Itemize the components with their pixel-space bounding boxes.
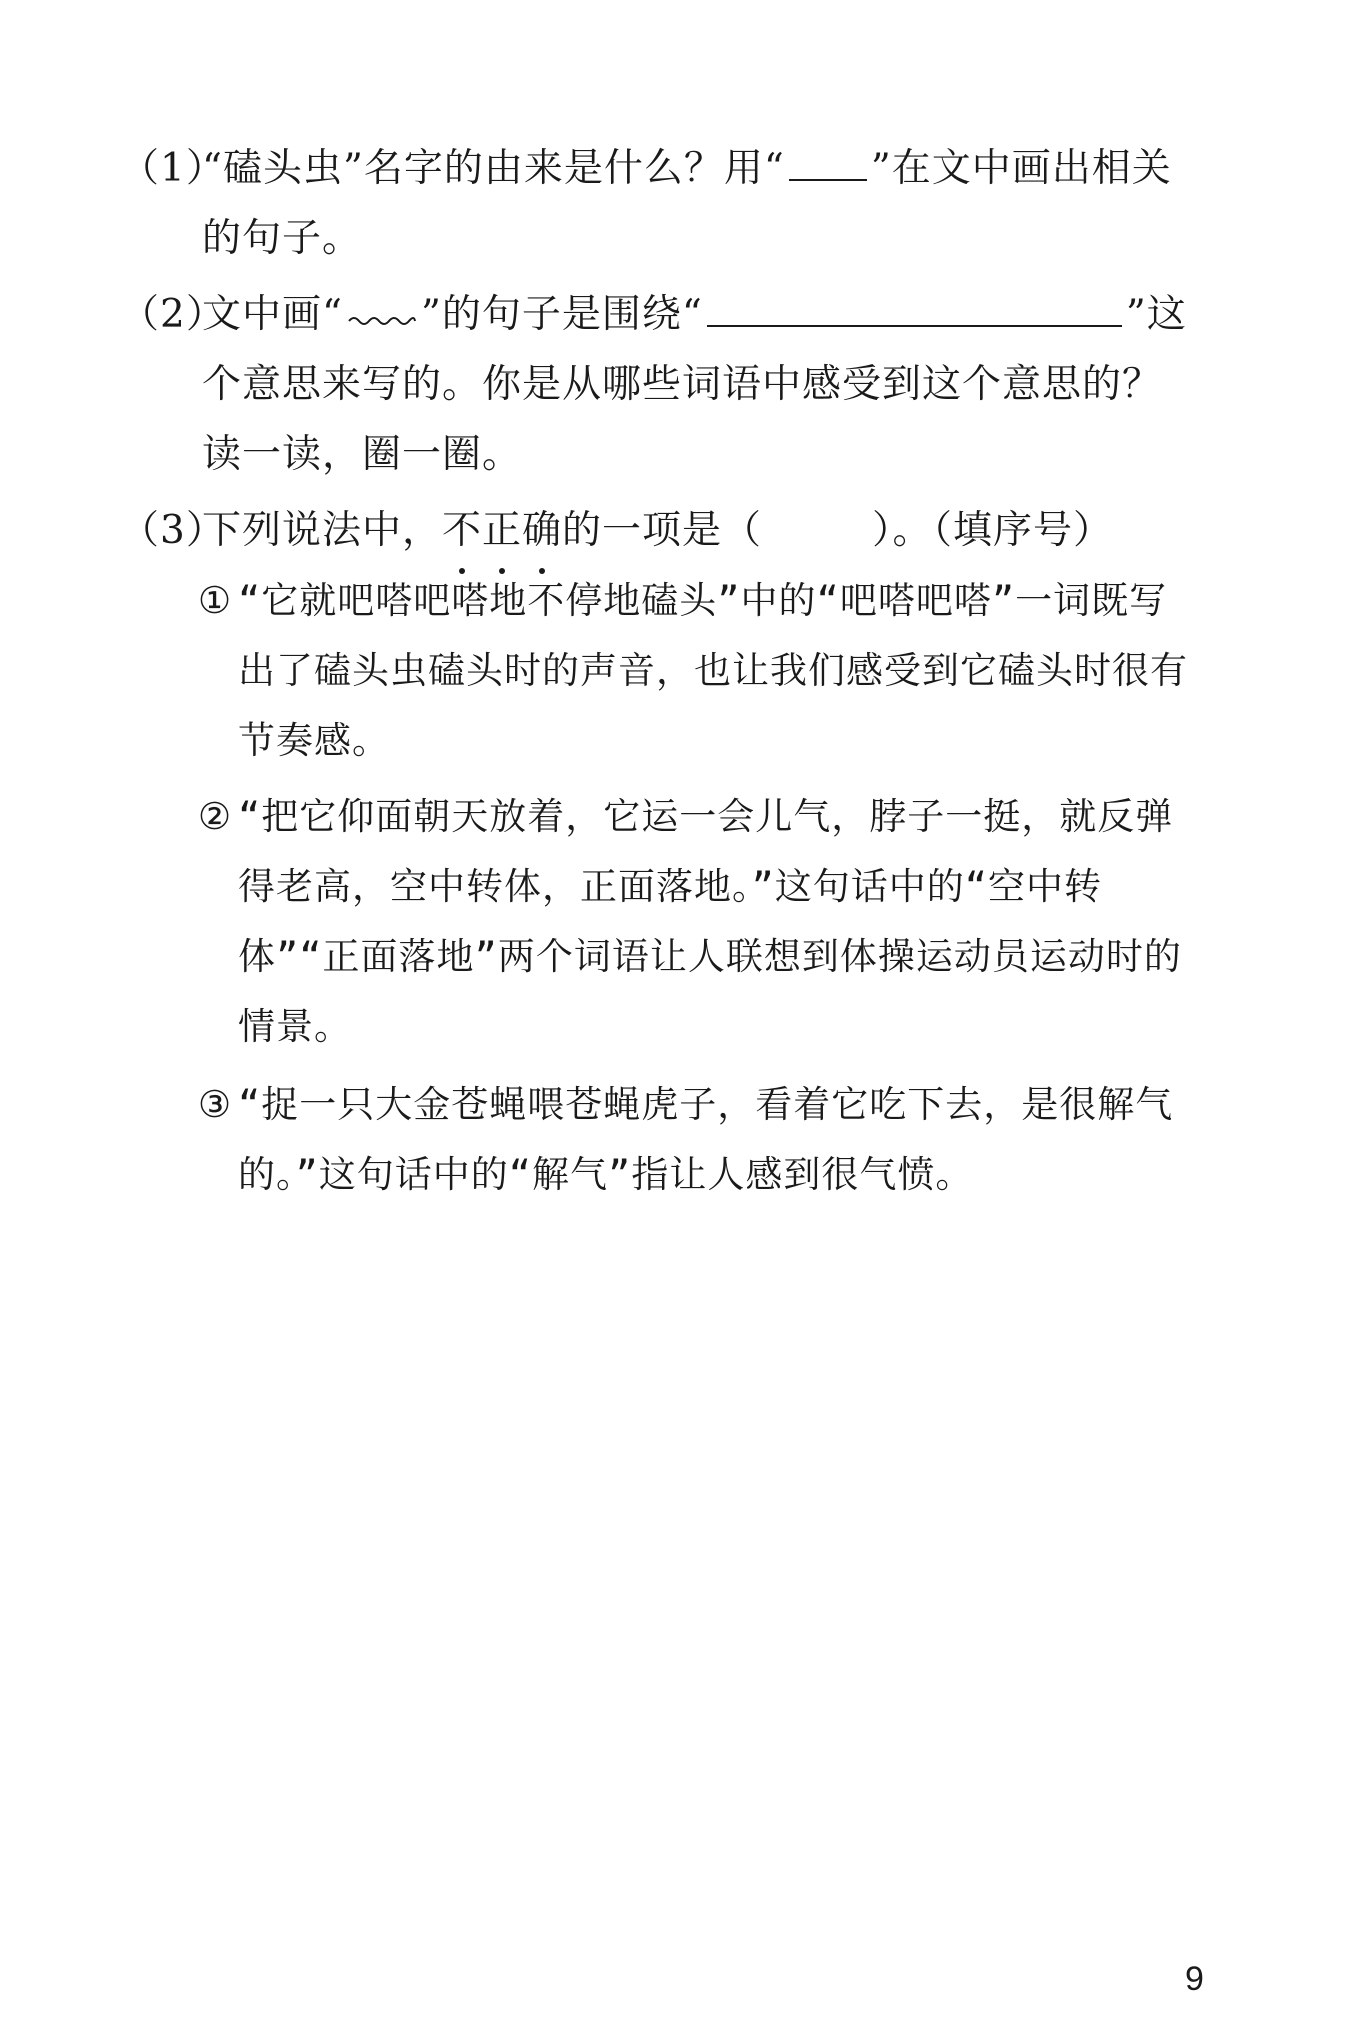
question-1 xyxy=(120,134,1190,274)
question-3-body xyxy=(202,496,1190,566)
question-2-text-a: 文中画“ xyxy=(202,292,343,337)
option-3-marker: ③ xyxy=(198,1083,233,1126)
question-1-text-a: “磕头虫”名字的由来是什么？用“ xyxy=(202,146,785,191)
emphasis-text: 不正确 xyxy=(442,508,563,553)
question-2-text-b: ”的句子是围绕“ xyxy=(420,292,703,337)
question-2-text-c: ”这个意思来写的。你是从哪些词语中感受到这个意思的？读一读，圈一圈。 xyxy=(202,292,1187,477)
option-1-marker: ① xyxy=(198,579,233,622)
question-3 xyxy=(120,496,1190,566)
question-2 xyxy=(120,280,1190,490)
question-1-text-b: ”在文中画出相关的句子。 xyxy=(202,146,1172,261)
question-3-text-c: ）。（填序号） xyxy=(872,508,1114,553)
option-2 xyxy=(198,782,1190,1062)
straight-underline-mark xyxy=(789,145,867,181)
emphasis-dotted-text xyxy=(442,496,562,566)
option-2-text: “把它仰面朝天放着，它运一会儿气，脖子一挺，就反弹得老高，空中转体，正面落地。”这句话中的“空中转体”“正面落地”两个词语让人联想到体操运动员运动时的情景。 xyxy=(238,795,1182,1048)
option-2-marker: ② xyxy=(198,795,233,838)
question-1-body xyxy=(202,134,1190,274)
option-1-text: “它就吧嗒吧嗒地不停地磕头”中的“吧嗒吧嗒”一词既写出了磕头虫磕头时的声音，也让我们感受到它磕头时很有节奏感。 xyxy=(238,579,1188,762)
answer-blank-line[interactable] xyxy=(707,291,1122,327)
option-1 xyxy=(198,566,1190,776)
question-3-number: （3） xyxy=(120,508,226,553)
question-1-number: （1） xyxy=(120,146,226,191)
question-2-number: （2） xyxy=(120,292,226,337)
question-3-text-a: 下列说法中， xyxy=(202,508,443,553)
question-2-body xyxy=(202,280,1190,490)
page-number: 9 xyxy=(1185,1960,1204,1998)
question-3-text-b: 的一项是（ xyxy=(562,508,763,553)
option-3 xyxy=(198,1070,1190,1210)
option-3-text: “捉一只大金苍蝇喂苍蝇虎子，看着它吃下去，是很解气的。”这句话中的“解气”指让人感到很气愤。 xyxy=(238,1083,1174,1196)
wavy-underline-mark xyxy=(347,299,417,327)
